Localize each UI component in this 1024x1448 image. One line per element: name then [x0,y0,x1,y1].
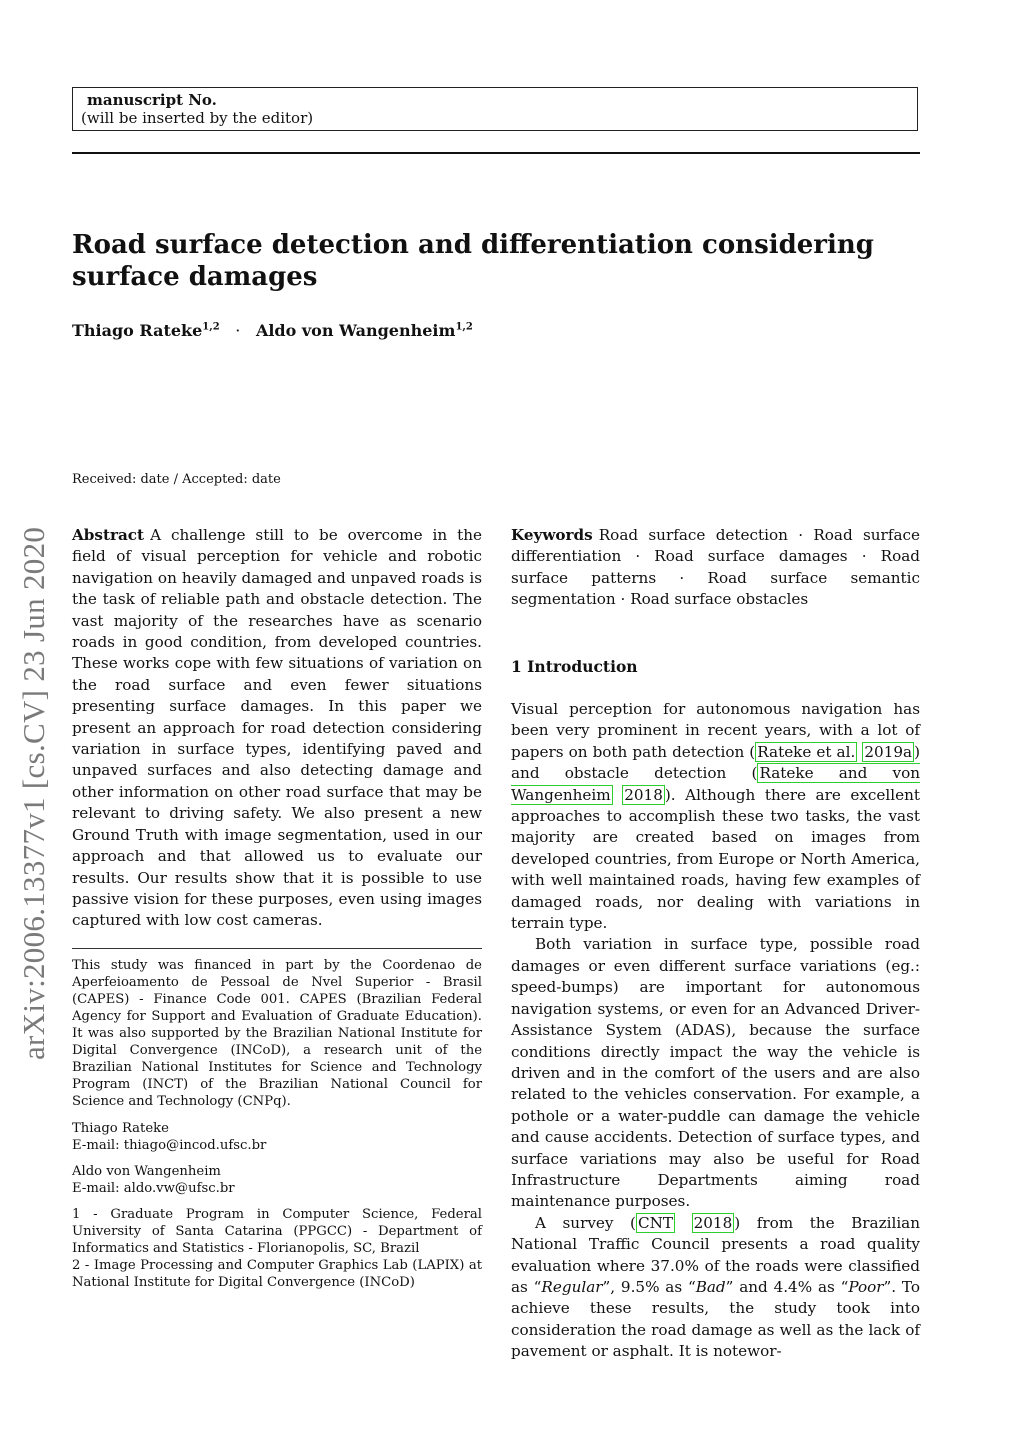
citation-link[interactable]: CNT [637,1213,674,1232]
author-affiliation: 1,2 [202,321,220,333]
paragraph: Visual perception for autonomous navigation has been very prominent in recent years, with a lot of papers on both path detection ( Rateke et al. 2019a ) and obstacle detection ( Rateke and von Wangenheim 2018 ). Although there are excellent approaches to accomplish these two tasks, the vast majority are created based on images from developed countries, from Europe or North America, with well maintained roads, having few examples of damaged roads, nor dealing with variations in terrain type. [511,700,921,933]
contact-block [72,1120,482,1154]
citation-link[interactable]: Rateke and von Wangenheim [511,764,921,804]
contact-block [72,1163,482,1197]
manuscript-label: manuscript No. [87,91,217,109]
affiliation: 1 - Graduate Program in Computer Science, Federal University of Santa Catarina (PPGCC) - Department of Informatics and Statistics - Florianopolis, SC, Brazil [72,1207,482,1256]
footnote-rule [72,948,482,949]
paragraph: Both variation in surface type, possible road damages or even different surface variations (eg.: speed-bumps) are important for autonomous navigation systems, or even for an Advanced Driver-Assistance System (ADAS), because the surface conditions directly impact the way the vehicle is driven and in the comfort of the users and are also related to the vehicles conservation. For example, a pothole or a water-puddle can damage the vehicle and cause accidents. Detection of surface types, and surface variations may also be useful for Road Infrastructure Departments aiming road maintenance purposes. [511,935,920,1211]
author-name: Aldo von Wangenheim [255,321,456,340]
paper-title: Road surface detection and differentiation considering surface damages [72,230,874,292]
footnotes [72,957,482,1291]
contact-name: Aldo von Wangenheim [72,1164,221,1179]
received-date: Received: date / Accepted: date [72,472,281,487]
author-list [72,321,473,340]
manuscript-number-box [72,87,918,131]
citation-year-link[interactable]: 2018 [693,1213,733,1232]
keywords-label: Keywords [511,526,593,544]
introduction-body [511,699,920,1363]
arxiv-identifier-stamp: arXiv:2006.13377v1 [cs.CV] 23 Jun 2020 [16,526,51,1060]
contact-email: E-mail: aldo.vw@ufsc.br [72,1181,235,1196]
contact-name: Thiago Rateke [72,1121,169,1136]
citation-year-link[interactable]: 2019a [864,742,913,761]
keywords-section [511,525,920,611]
contact-email: E-mail: thiago@incod.ufsc.br [72,1138,267,1153]
keywords-text: Road surface detection · Road surface differentiation · Road surface damages · Road surface patterns · Road surface semantic segmentation · Road surface obstacles [511,526,920,609]
author-affiliation: 1,2 [455,321,473,333]
manuscript-note: (will be inserted by the editor) [81,109,314,127]
abstract-section [72,525,482,932]
section-heading-introduction: 1 Introduction [511,657,638,676]
citation-link[interactable]: Rateke et al. [757,742,856,761]
author-separator: · [235,321,241,340]
funding-note: This study was financed in part by the Coordenao de Aperfeioamento de Pessoal de Nvel Superior - Brasil (CAPES) - Finance Code 001. CAPES (Brazilian Federal Agency for Support and Evaluation of Graduate Education). It was also supported by the Brazilian National Institute for Digital Convergence (INCoD), a research unit of the Brazilian National Institutes for Science and Technology Program (INCT) of the Brazilian National Council for Science and Technology (CNPq). [72,958,482,1109]
abstract-label: Abstract [72,526,145,544]
author-name: Thiago Rateke [72,321,203,340]
affiliation: 2 - Image Processing and Computer Graphics Lab (LAPIX) at National Institute for Digital Convergence (INCoD) [72,1258,482,1290]
header-rule [72,152,920,154]
paragraph: A survey ( CNT 2018 ) from the Brazilian National Traffic Council presents a road quality evaluation where 37.0% of the roads were classified as “Regular”, 9.5% as “Bad” and 4.4% as “Poor”. To achieve these results, the study took into consideration the road damage as well as the lack of pavement or asphalt. It is notewor- [511,1213,921,1361]
abstract-text: A challenge still to be overcome in the field of visual perception for vehicle and robotic navigation on heavily damaged and unpaved roads is the task of reliable path and obstacle detection. The vast majority of the researches have as scenario roads in good condition, from developed countries. These works cope with few situations of variation on the road surface and even fewer situations presenting surface damages. In this paper we present an approach for road detection considering variation in surface types, identifying paved and unpaved surfaces and also detecting damage and other information on other road surface that may be relevant to driving safety. We also present a new Ground Truth with image segmentation, used in our approach and that allowed us to evaluate our results. Our results show that it is possible to use passive vision for these purposes, even using images captured with low cost cameras. [72,526,482,930]
citation-year-link[interactable]: 2018 [624,785,663,804]
